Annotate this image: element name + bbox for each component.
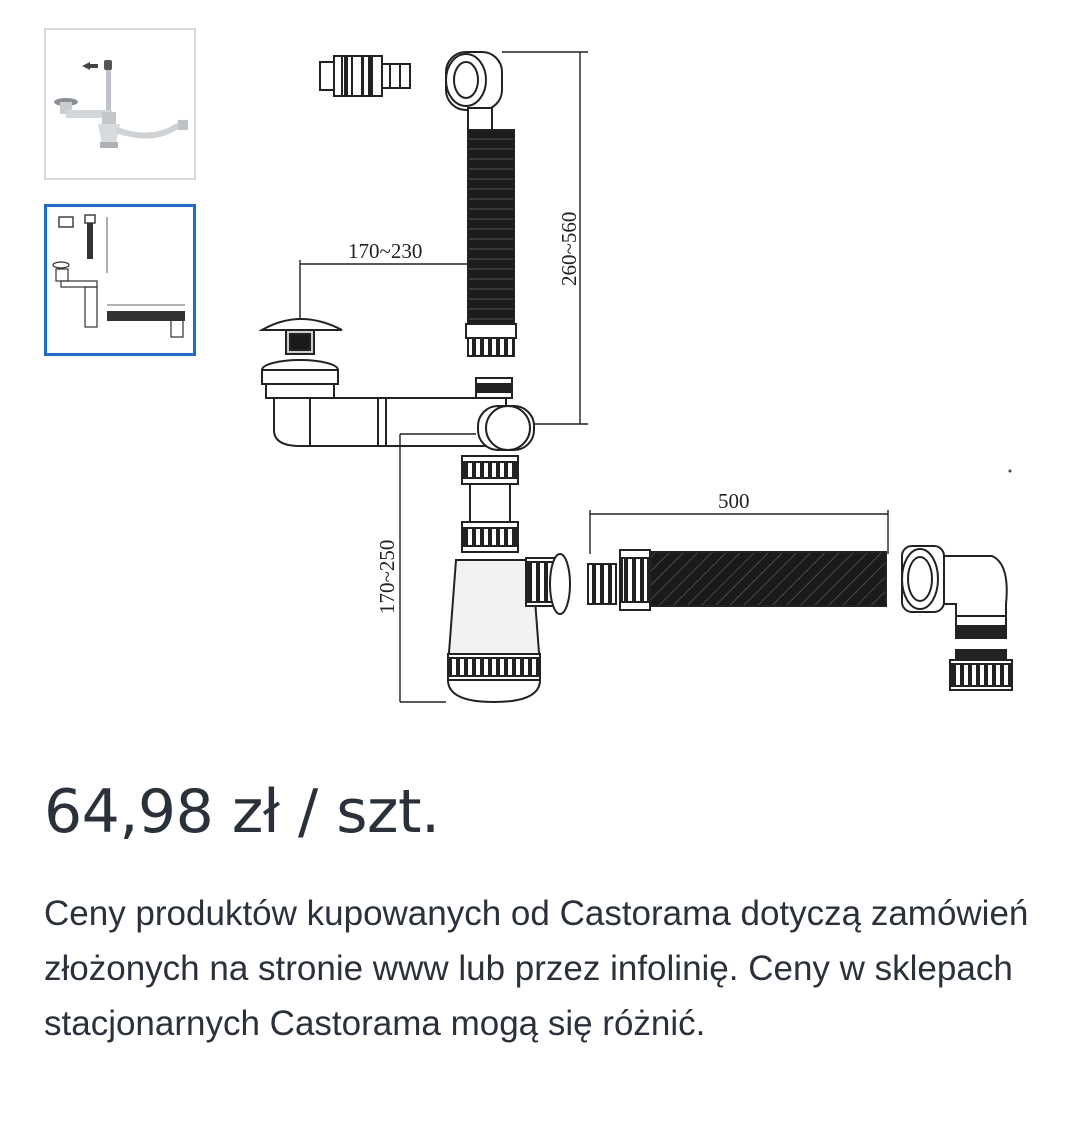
dimension-horizontal-bottom (590, 510, 888, 554)
elbow-connector-icon (902, 546, 1012, 690)
horizontal-drain-pipe (310, 398, 534, 450)
dimension-label-hose-length: 500 (718, 489, 750, 513)
sink-siphon-photo-icon (46, 30, 194, 178)
overflow-ring-icon (446, 52, 502, 130)
technical-drawing-icon (47, 207, 193, 353)
bottle-trap-icon (448, 456, 570, 702)
thumbnail-product-photo[interactable] (44, 28, 196, 180)
siphon-technical-drawing (240, 34, 1040, 724)
main-product-image[interactable] (240, 34, 1040, 724)
horizontal-hose (588, 550, 886, 610)
dimension-horizontal-top (300, 260, 474, 324)
product-price: 64,98 zł / szt. (44, 777, 440, 847)
dimension-label-pipe-spacing: 170~230 (348, 239, 423, 263)
dimension-label-trap-height: 170~250 (375, 539, 399, 614)
price-disclaimer: Ceny produktów kupowanych od Castorama dotyczą zamówień złożonych na stronie www lub przez infolinię. Ceny w sklepach stacjonarnych Castorama mogą się różnić. (44, 894, 1029, 1043)
overflow-connector-icon (320, 56, 410, 96)
dimension-label-hose-height: 260~560 (557, 211, 581, 286)
thumbnail-technical-drawing[interactable] (44, 204, 196, 356)
vertical-hose (468, 130, 514, 324)
hose-connector (466, 324, 516, 398)
